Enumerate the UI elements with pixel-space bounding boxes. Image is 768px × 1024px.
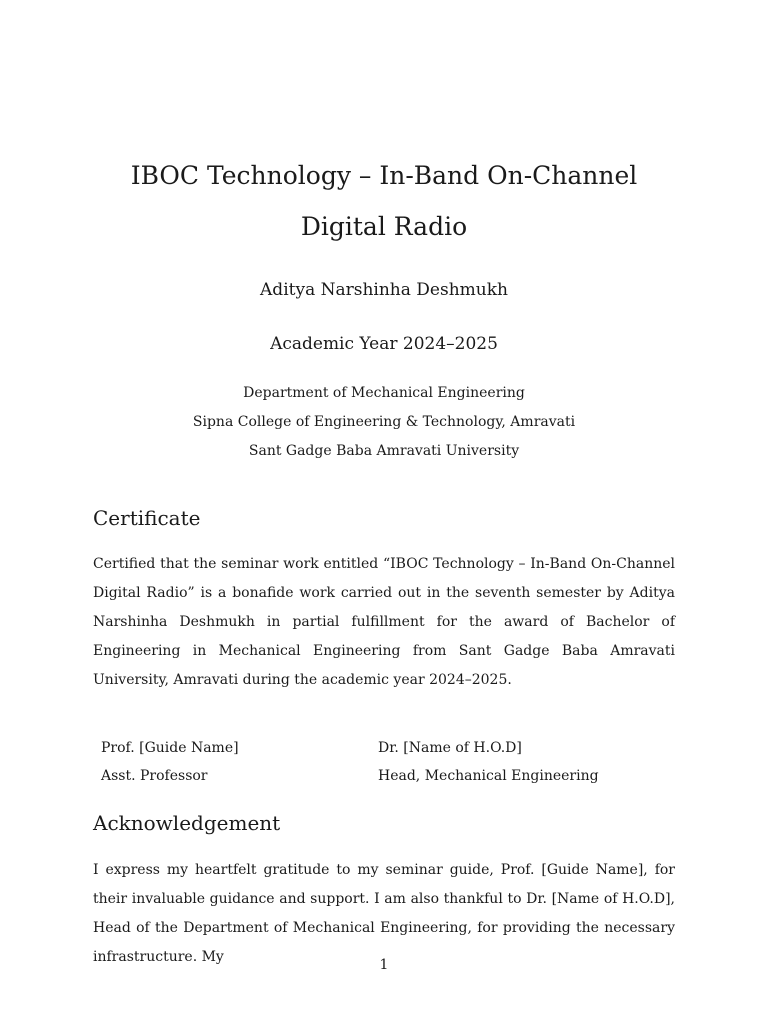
certificate-text: Certified that the seminar work entitled “IBOC Technology – In-Band On-Channel Digital Radio” is a bonafide work carried out in the seventh semester by Aditya Narshinha Deshmukh in partial fulfillment for the award of Bachelor of Engineering in Mechanical Engineering from Sant Gadge Baba Amravati University, Amravati during the academic year 2024–2025. [93,556,675,688]
university-name: Sant Gadge Baba Amravati University [248,443,520,459]
acknowledgement-heading: Acknowledgement [93,811,281,835]
guide-signature-block [101,734,239,790]
acknowledgement-text: I express my heartfelt gratitude to my seminar guide, Prof. [Guide Name], for their invaluable guidance and support. I am also thankful to Dr. [Name of H.O.D], Head of the Department of Mechanical Engineering, for providing the necessary infrastructure. My [93,862,675,965]
department-name: Department of Mechanical Engineering [243,385,525,401]
page-number: 1 [379,957,389,973]
certificate-heading: Certificate [93,506,201,530]
guide-name: Prof. [Guide Name] [101,740,239,756]
hod-signature-block [378,734,599,790]
author-name: Aditya Narshinha Deshmukh [260,280,508,300]
document-title: IBOC Technology – In-Band On-Channel Digital Radio [130,161,638,241]
academic-year: Academic Year 2024–2025 [270,334,498,354]
hod-name: Dr. [Name of H.O.D] [378,740,522,756]
guide-designation: Asst. Professor [101,768,208,784]
college-name: Sipna College of Engineering & Technology, Amravati [192,414,576,430]
hod-designation: Head, Mechanical Engineering [378,768,599,784]
